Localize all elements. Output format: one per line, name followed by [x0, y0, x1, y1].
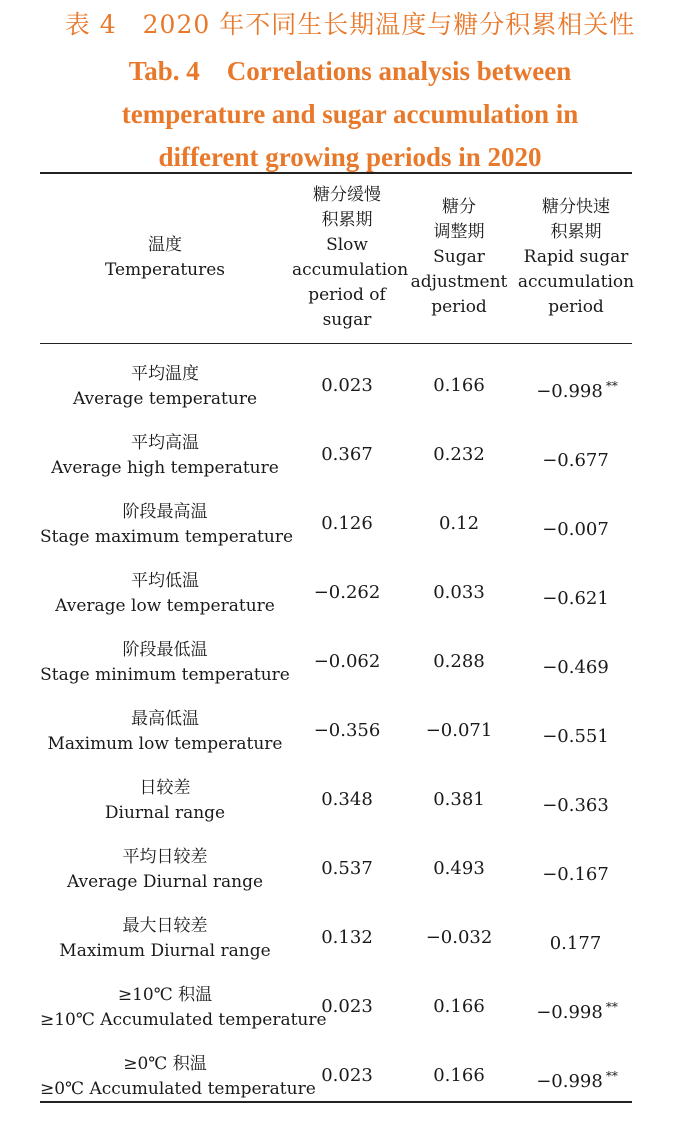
table-header-rule: [40, 343, 632, 344]
cell-slow: −0.062: [313, 651, 381, 672]
row-label-cn: 最大日较差: [122, 916, 208, 936]
cell-rapid: [518, 1064, 636, 1094]
table-row: [40, 904, 636, 973]
row-label: [40, 500, 294, 550]
cell-adjustment: 0.232: [433, 444, 485, 465]
header-line: 糖分: [442, 197, 476, 217]
row-label-en: Diurnal range: [104, 803, 226, 823]
header-line: 温度: [148, 235, 182, 255]
significance-mark: **: [605, 1000, 618, 1014]
header-line: period: [548, 297, 604, 317]
row-label-cn: 最高低温: [131, 709, 199, 729]
row-label: [40, 362, 290, 412]
row-label-cn: 平均高温: [131, 433, 199, 453]
header-sugar-adjustment: [404, 195, 514, 320]
header-line: 糖分快速: [542, 197, 610, 217]
table-row: [40, 628, 636, 697]
header-line: 糖分缓慢: [313, 185, 381, 205]
row-label-cn: 阶段最高温: [122, 502, 208, 522]
row-label-en: Average Diurnal range: [66, 872, 264, 892]
cell-rapid-value: −0.469: [542, 657, 609, 678]
cell-slow: −0.356: [313, 720, 381, 741]
header-line: 调整期: [433, 222, 485, 242]
row-label-en: Maximum Diurnal range: [59, 941, 271, 961]
header-line: accumulation: [292, 260, 409, 280]
caption-en-line: Tab. 4 Correlations analysis between: [128, 56, 572, 86]
cell-rapid: [518, 512, 636, 542]
header-line: Sugar: [433, 247, 485, 267]
header-line: sugar: [322, 310, 372, 330]
cell-adjustment: 0.288: [433, 651, 485, 672]
header-line: Temperatures: [104, 260, 226, 280]
row-label-cn: 日较差: [139, 778, 191, 798]
row-label: [40, 431, 290, 481]
table-row: [40, 490, 636, 559]
cell-slow: 0.023: [321, 996, 373, 1017]
cell-adjustment: −0.032: [425, 927, 493, 948]
row-label: [40, 845, 290, 895]
table-row: [40, 352, 636, 421]
row-label-en: Average low temperature: [55, 596, 275, 616]
row-label-cn: 阶段最低温: [122, 640, 208, 660]
table-top-rule: [40, 172, 632, 174]
cell-slow: 0.023: [321, 1065, 373, 1086]
cell-rapid-value: 0.177: [549, 933, 602, 954]
cell-adjustment: 0.12: [438, 513, 480, 534]
header-line: 积累期: [321, 210, 373, 230]
cell-rapid: [518, 650, 636, 680]
caption-en-line: temperature and sugar accumulation in: [121, 99, 579, 129]
row-label-en: Stage maximum temperature: [40, 527, 294, 547]
cell-adjustment: 0.033: [433, 582, 485, 603]
header-line: Slow: [326, 235, 368, 255]
table-bottom-rule: [40, 1101, 632, 1103]
row-label: [40, 569, 290, 619]
table-caption-en: [0, 50, 700, 179]
table-row: [40, 421, 636, 490]
cell-adjustment: 0.166: [433, 1065, 485, 1086]
header-line: adjustment: [410, 272, 508, 292]
row-label: [40, 914, 290, 964]
row-label-en: Average high temperature: [51, 458, 279, 478]
table-row: [40, 973, 636, 1042]
row-label-en: Maximum low temperature: [47, 734, 283, 754]
header-temperatures: [40, 233, 290, 283]
row-label-cn: 平均低温: [131, 571, 199, 591]
header-rapid-accumulation: [516, 195, 636, 320]
cell-rapid-value: −0.998: [536, 1071, 603, 1092]
header-line: Rapid sugar: [523, 247, 629, 267]
cell-rapid: [518, 995, 636, 1025]
row-label-en: ≥10℃ Accumulated temperature: [40, 1010, 327, 1030]
row-label: [40, 707, 290, 757]
cell-rapid: [518, 443, 636, 473]
cell-rapid-value: −0.998: [536, 381, 603, 402]
cell-slow: 0.537: [321, 858, 373, 879]
cell-rapid-value: −0.551: [542, 726, 609, 747]
row-label-cn: 平均温度: [131, 364, 199, 384]
row-label: [40, 776, 290, 826]
row-label-cn: ≥10℃ 积温: [117, 985, 213, 1005]
cell-rapid: [518, 374, 636, 404]
cell-rapid-value: −0.167: [542, 864, 609, 885]
table-caption-cn: 表 4 2020 年不同生长期温度与糖分积累相关性: [64, 10, 636, 39]
row-label-en: Average temperature: [72, 389, 258, 409]
cell-slow: 0.023: [321, 375, 373, 396]
cell-rapid-value: −0.007: [542, 519, 609, 540]
cell-rapid-value: −0.363: [542, 795, 609, 816]
cell-rapid: [518, 926, 636, 956]
cell-slow: 0.367: [321, 444, 373, 465]
cell-adjustment: 0.381: [433, 789, 485, 810]
cell-adjustment: −0.071: [425, 720, 493, 741]
cell-rapid-value: −0.677: [542, 450, 609, 471]
header-line: 积累期: [550, 222, 602, 242]
row-label: [40, 983, 327, 1033]
row-label-en: ≥0℃ Accumulated temperature: [40, 1079, 316, 1099]
cell-slow: 0.132: [321, 927, 373, 948]
caption-en-line: different growing periods in 2020: [158, 142, 542, 172]
cell-rapid-value: −0.998: [536, 1002, 603, 1023]
cell-adjustment: 0.166: [433, 375, 485, 396]
cell-slow: −0.262: [313, 582, 381, 603]
header-line: accumulation: [517, 272, 635, 292]
cell-rapid-value: −0.621: [542, 588, 609, 609]
header-slow-accumulation: [292, 183, 409, 333]
cell-slow: 0.126: [321, 513, 373, 534]
significance-mark: **: [605, 379, 618, 393]
significance-mark: **: [605, 1069, 618, 1083]
header-line: period: [431, 297, 487, 317]
row-label-en: Stage minimum temperature: [40, 665, 290, 685]
cell-rapid: [518, 857, 636, 887]
table-row: [40, 697, 636, 766]
cell-adjustment: 0.493: [433, 858, 485, 879]
header-line: period of: [308, 285, 386, 305]
cell-rapid: [518, 581, 636, 611]
table-row: [40, 835, 636, 904]
cell-rapid: [518, 788, 636, 818]
cell-slow: 0.348: [321, 789, 373, 810]
row-label-cn: 平均日较差: [122, 847, 208, 867]
cell-rapid: [518, 719, 636, 749]
cell-adjustment: 0.166: [433, 996, 485, 1017]
table-row: [40, 766, 636, 835]
row-label-cn: ≥0℃ 积温: [123, 1054, 207, 1074]
row-label: [40, 1052, 316, 1102]
table-row: [40, 559, 636, 628]
row-label: [40, 638, 290, 688]
